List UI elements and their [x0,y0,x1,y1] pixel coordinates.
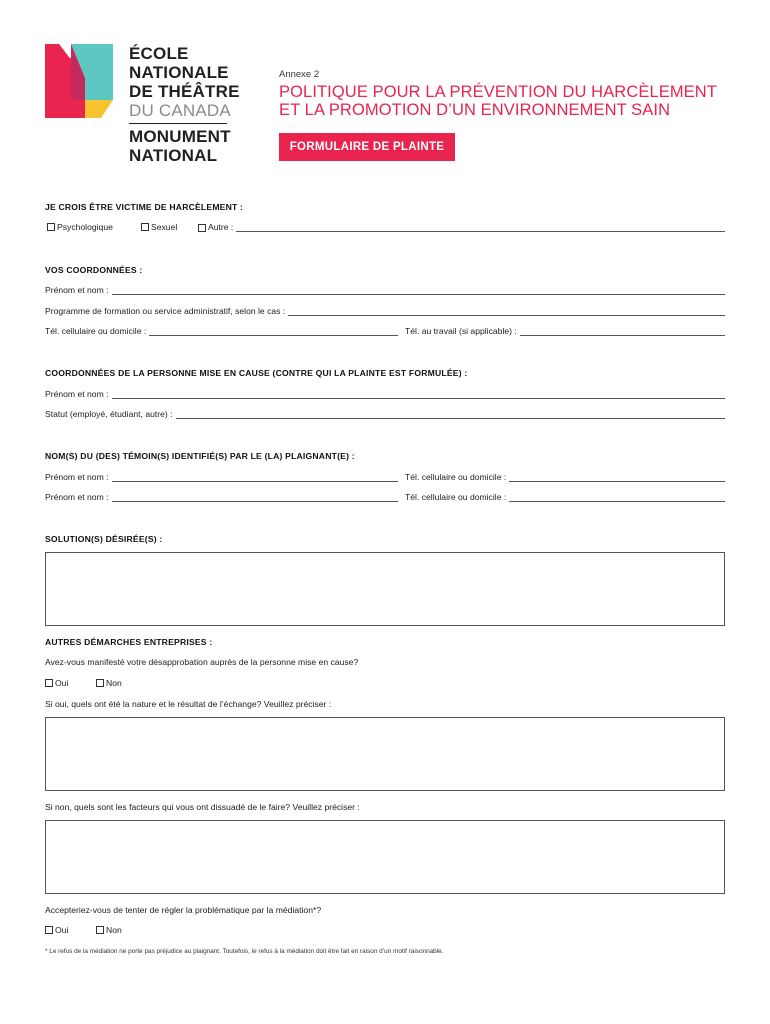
contact-program-label: Programme de formation ou service administratif, selon le cas : [45,306,286,316]
contact-heading: VOS COORDONNÉES : [45,265,143,275]
monument-name [129,127,231,165]
disapproval-no-checkbox[interactable] [96,679,104,687]
other-steps-heading: AUTRES DÉMARCHES ENTREPRISES : [45,637,213,647]
logo-divider [129,123,227,124]
sexual-checkbox[interactable] [141,223,149,231]
witness-2-name-field[interactable] [45,492,398,502]
mediation-yes-checkbox[interactable] [45,926,53,934]
contact-work-label: Tél. au travail (si applicable) : [405,326,517,336]
contact-program-line[interactable] [288,306,725,316]
accused-status-label: Statut (employé, étudiant, autre) : [45,409,173,419]
disapproval-no-option[interactable] [96,678,122,688]
school-logo-mark [45,44,115,118]
mediation-no-checkbox[interactable] [96,926,104,934]
accused-heading: COORDONNÉES DE LA PERSONNE MISE EN CAUSE (CONTRE QUI LA PLAINTE EST FORMULÉE) : [45,368,468,378]
logo-line-6: NATIONAL [129,146,218,165]
witness-heading: NOM(S) DU (DES) TÉMOIN(S) IDENTIFIÉ(S) PAR LE (LA) PLAIGNANT(E) : [45,451,355,461]
if-no-textbox[interactable] [45,820,725,894]
policy-title-line-1: POLITIQUE POUR LA PRÉVENTION DU HARCÈLEMENT [279,83,717,101]
logo-line-4: DU CANADA [129,101,231,120]
if-yes-question: Si oui, quels ont été la nature et le résultat de l’échange? Veuillez préciser : [45,699,332,709]
solution-heading: SOLUTION(S) DÉSIRÉE(S) : [45,534,163,544]
witness-1-name-field[interactable] [45,472,398,482]
mediation-footnote: * Le refus de la médiation ne porte pas préjudice au plaignant. Toutefois, le refus à la médiation doit être fait en raison d’un motif raisonnable. [45,948,444,955]
psychological-checkbox[interactable] [47,223,55,231]
policy-title [279,83,717,119]
form-badge: FORMULAIRE DE PLAINTE [279,133,455,161]
contact-name-label: Prénom et nom : [45,285,109,295]
if-no-question: Si non, quels sont les facteurs qui vous ont dissuadé de le faire? Veuillez préciser : [45,802,360,812]
accused-name-label: Prénom et nom : [45,389,109,399]
witness-2-phone-field[interactable] [405,492,725,502]
disapproval-yes-label: Oui [55,678,69,688]
option-psychological[interactable] [47,222,113,232]
mediation-question: Accepteriez-vous de tenter de régler la problématique par la médiation*? [45,905,322,915]
disapproval-question: Avez-vous manifesté votre désapprobation auprès de la personne mise en cause? [45,657,359,667]
mediation-no-option[interactable] [96,925,122,935]
accused-status-field[interactable] [45,409,725,419]
annex-label: Annexe 2 [279,69,320,80]
contact-name-field[interactable] [45,285,725,295]
option-sexual[interactable] [141,222,177,232]
accused-name-line[interactable] [112,389,725,399]
if-yes-textbox[interactable] [45,717,725,791]
witness-1-name-label: Prénom et nom : [45,472,109,482]
logo-line-1: ÉCOLE [129,44,189,63]
mediation-yes-label: Oui [55,925,69,935]
mediation-yes-option[interactable] [45,925,68,935]
other-input-line[interactable] [236,222,725,232]
contact-work-field[interactable] [405,326,725,336]
witness-2-name-label: Prénom et nom : [45,492,109,502]
witness-1-phone-field[interactable] [405,472,725,482]
contact-program-field[interactable] [45,306,725,316]
logo-line-2: NATIONALE [129,63,229,82]
disapproval-yes-checkbox[interactable] [45,679,53,687]
psychological-label: Psychologique [57,222,113,232]
logo-line-3: DE THÉÂTRE [129,82,240,101]
witness-2-name-line[interactable] [112,492,398,502]
option-other[interactable] [198,222,725,232]
contact-name-line[interactable] [112,285,725,295]
witness-1-phone-label: Tél. cellulaire ou domicile : [405,472,507,482]
policy-title-line-2: ET LA PROMOTION D’UN ENVIRONNEMENT SAIN [279,101,671,119]
contact-work-line[interactable] [520,326,725,336]
other-checkbox[interactable] [198,224,206,232]
contact-cell-label: Tél. cellulaire ou domicile : [45,326,147,336]
contact-cell-line[interactable] [149,326,398,336]
disapproval-yes-option[interactable] [45,678,68,688]
witness-2-phone-line[interactable] [509,492,725,502]
disapproval-no-label: Non [106,678,122,688]
school-name [129,44,240,120]
contact-cell-field[interactable] [45,326,398,336]
witness-2-phone-label: Tél. cellulaire ou domicile : [405,492,507,502]
mediation-no-label: Non [106,925,122,935]
sexual-label: Sexuel [151,222,178,232]
other-label: Autre : [208,222,234,232]
solution-textbox[interactable] [45,552,725,626]
logo-line-5: MONUMENT [129,127,231,146]
witness-1-name-line[interactable] [112,472,398,482]
accused-name-field[interactable] [45,389,725,399]
witness-1-phone-line[interactable] [509,472,725,482]
accused-status-line[interactable] [176,409,725,419]
victim-heading: JE CROIS ÊTRE VICTIME DE HARCÈLEMENT : [45,202,244,212]
